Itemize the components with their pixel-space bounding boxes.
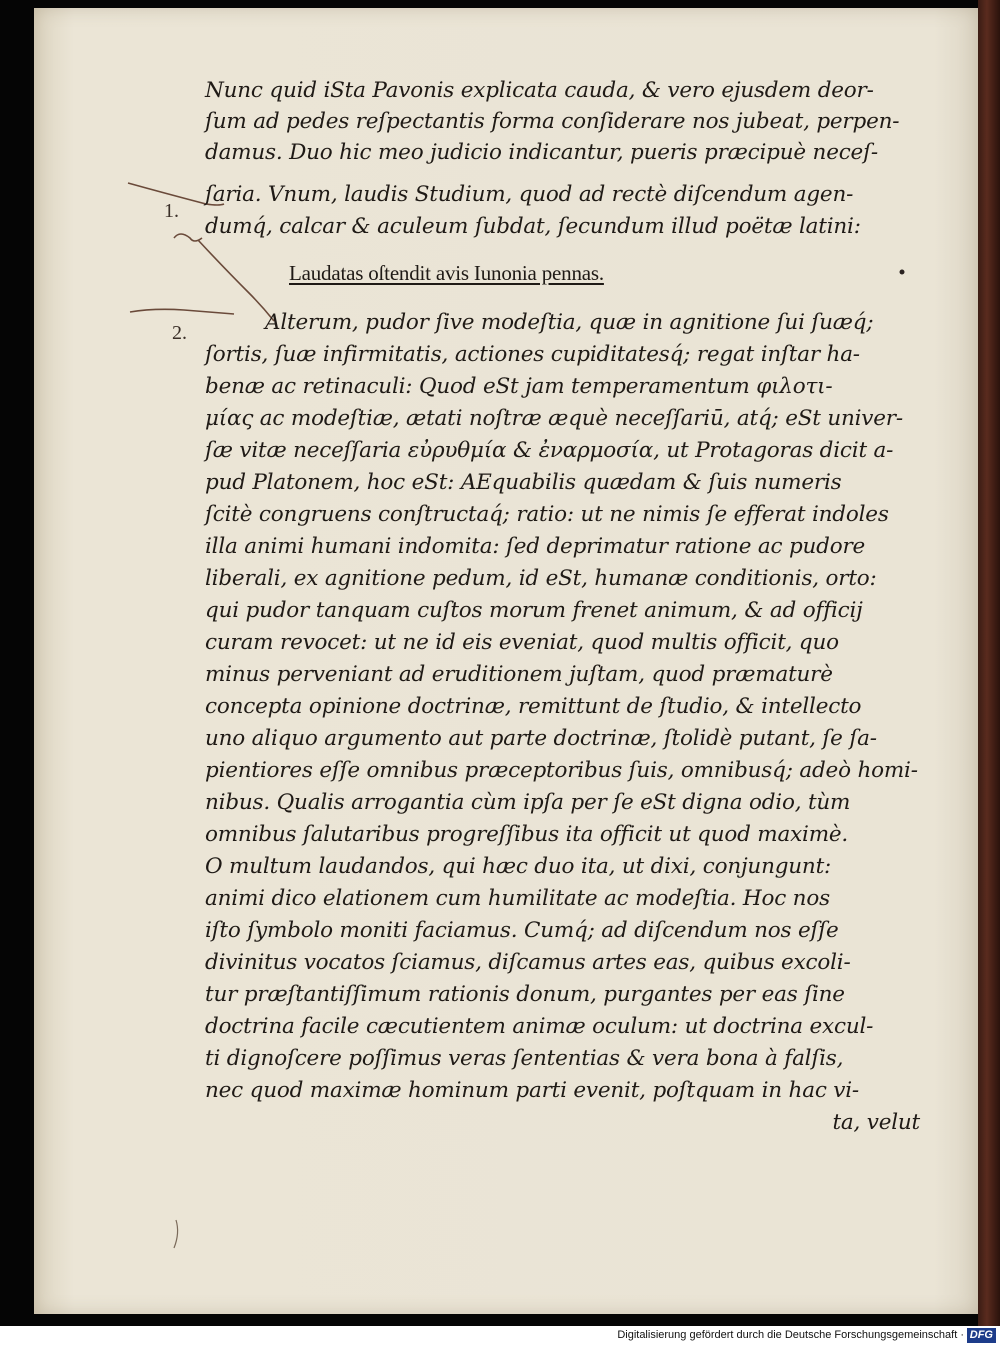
margin-stroke-2	[130, 309, 234, 314]
text-line: tur præſtantiſſimum rationis donum, purgantes per eas ſine	[205, 982, 845, 1007]
text-line: illa animi humani indomita: ſed deprimatur ratione ac pudore	[205, 534, 866, 559]
text-line: doctrina facile cæcutientem animæ oculum: ut doctrina excul-	[205, 1014, 874, 1039]
text-line: omnibus ſalutaribus progreſſibus ita officit ut quod maximè.	[205, 822, 849, 847]
text-line: liberali, ex agnitione pedum, id eSt, humanæ conditionis, orto:	[205, 566, 877, 591]
text-line: curam revocet: ut ne id eis eveniat, quod multis officit, quo	[205, 630, 839, 655]
dfg-logo: DFG	[967, 1328, 996, 1343]
catchword: ta, velut	[832, 1110, 920, 1135]
book-cover-edge	[978, 0, 1000, 1326]
verse-quotation: Laudatas oſtendit avis Iunonia pennas.	[289, 261, 604, 285]
text-line: ſum ad pedes reſpectantis forma conſiderare nos jubeat, perpen-	[205, 109, 900, 134]
text-line: nec quod maximæ hominum parti evenit, poſtquam in hac vi-	[205, 1078, 859, 1103]
ink-dot	[900, 270, 905, 275]
text-line: concepta opinione doctrinæ, remittunt de ſtudio, & intellecto	[205, 694, 862, 719]
text-line: ſæ vitæ neceſſaria εὐρυθμία & ἐναρμοσία, ut Protagoras dicit a-	[205, 438, 894, 463]
text-line: ſortis, ſuæ infirmitatis, actiones cupiditatesq́; regat inſtar ha-	[205, 342, 860, 367]
digitization-footer	[0, 1326, 1000, 1346]
text-line: ſcitè congruens conſtructaq́; ratio: ut ne nimis ſe efferat indoles	[205, 502, 889, 527]
margin-connector	[198, 240, 274, 321]
text-line: uno aliquo argumento aut parte doctrinæ, ſtolidè putant, ſe ſa-	[205, 726, 877, 751]
margin-number-1: 1.	[164, 200, 179, 222]
text-line: μίας ac modeſtiæ, ætati noſtræ æquè neceſſariū, atq́; eSt univer-	[205, 406, 903, 431]
text-line: minus perveniant ad eruditionem juſtam, quod præmaturè	[205, 662, 833, 687]
text-line: O multum laudandos, qui hæc duo ita, ut dixi, conjungunt:	[205, 854, 832, 879]
text-line: animi dico elationem cum humilitate ac modeſtia. Hoc nos	[205, 886, 830, 911]
text-line: benæ ac retinaculi: Quod eSt jam temperamentum φιλοτι-	[205, 374, 833, 399]
text-line: Alterum, pudor ſive modeſtia, quæ in agnitione ſui ſuæq́;	[265, 310, 874, 335]
text-line: ti dignoſcere poſſimus veras ſententias & vera bona à falſis,	[205, 1046, 844, 1071]
text-line: Nunc quid iSta Pavonis explicata cauda, & vero ejusdem deor-	[205, 78, 874, 103]
text-line: qui pudor tanquam cuſtos morum frenet animum, & ad officij	[205, 598, 863, 623]
ink-mark	[174, 1220, 178, 1248]
text-line: pientiores eſſe omnibus præceptoribus ſuis, omnibusq́; adeò homi-	[205, 758, 918, 783]
text-line: ſaria. Vnum, laudis Studium, quod ad rectè diſcendum agen-	[205, 182, 854, 207]
text-line: iſto ſymbolo moniti faciamus. Cumq́; ad diſcendum nos eſſe	[205, 918, 839, 943]
margin-squiggle	[174, 234, 202, 241]
text-line: dumq́, calcar & aculeum ſubdat, ſecundum illud poëtæ latini:	[205, 214, 861, 239]
text-line: nibus. Qualis arrogantia cùm ipſa per ſe eSt digna odio, tùm	[205, 790, 851, 815]
text-line: damus. Duo hic meo judicio indicantur, pueris præcipuè neceſ-	[205, 140, 878, 165]
margin-number-2: 2.	[172, 322, 187, 344]
text-line: divinitus vocatos ſciamus, diſcamus artes eas, quibus excoli-	[205, 950, 851, 975]
funding-credit: Digitalisierung gefördert durch die Deutsche Forschungsgemeinschaft ·	[617, 1329, 964, 1341]
text-line: pud Platonem, hoc eSt: AEquabilis quædam & ſuis numeris	[205, 470, 842, 495]
